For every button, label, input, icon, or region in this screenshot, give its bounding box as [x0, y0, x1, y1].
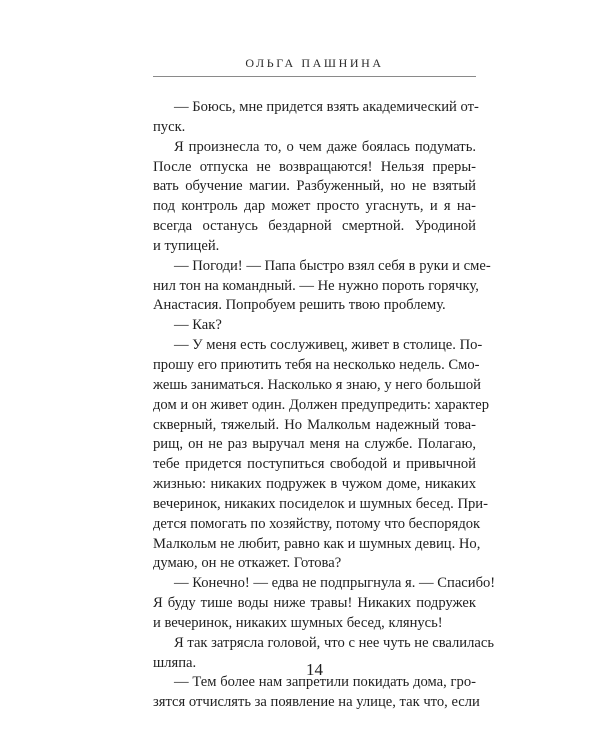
- text-line: и тупицей.: [153, 237, 220, 254]
- text-line: — Боюсь, мне придется взять академический от-: [174, 99, 479, 115]
- text-line: Малкольм не любит, равно как и шумных девиц. Но,: [153, 535, 481, 552]
- text-line: жешь заниматься. Насколько я знаю, у него большой: [153, 376, 481, 393]
- text-line: вать обучение магии. Разбуженный, но не взятый: [153, 178, 476, 195]
- text-line: шляпа.: [153, 654, 197, 671]
- header-rule: [153, 76, 476, 77]
- text-line: зятся отчислять за появление на улице, так что, если: [153, 694, 480, 711]
- text-line: Я буду тише воды ниже травы! Никаких подружек: [153, 595, 476, 612]
- paragraph: [153, 98, 479, 138]
- paragraph: [153, 138, 476, 257]
- text-line: Анастасия. Попробуем решить твою проблему.: [153, 297, 446, 314]
- text-line: думаю, он не откажет. Готова?: [153, 555, 342, 572]
- text-line: дом и он живет один. Должен предупредить: характер: [153, 396, 490, 413]
- text-line: пуск.: [153, 118, 186, 135]
- text-line: Я произнесла то, о чем даже боялась подумать.: [174, 138, 476, 155]
- text-line: и вечеринок, никаких шумных бесед, клянусь!: [153, 614, 443, 631]
- text-line: под контроль дар может просто угаснуть, и я на-: [153, 198, 476, 215]
- text-line: нил тон на командный. — Не нужно пороть горячку,: [153, 277, 479, 294]
- text-line: скверный, тяжелый. Но Малкольм надежный това-: [153, 416, 476, 433]
- text-line: — Тем более нам запретили покидать дома, гро-: [174, 674, 476, 691]
- text-line: тебе придется поступиться свободой и привычной: [153, 456, 476, 473]
- paragraph: [153, 257, 491, 317]
- text-line: прошу его приютить тебя на несколько недель. Смо-: [153, 356, 480, 373]
- text-line: всегда останусь бездарной смертной. Уродиной: [153, 218, 476, 235]
- text-line: дется помогать по хозяйству, потому что беспорядок: [153, 515, 481, 532]
- text-line: — У меня есть сослуживец, живет в столице. По-: [174, 337, 483, 354]
- text-line: вечеринок, никаких посиделок и шумных бесед. При-: [153, 495, 488, 512]
- text-line: рищ, он не раз выручал меня на службе. Полагаю,: [153, 436, 476, 453]
- text-line: После отпуска не возвращаются! Нельзя преры-: [153, 158, 476, 175]
- body-text: [153, 98, 496, 713]
- paragraph: [153, 574, 496, 634]
- running-head-author: ОЛЬГА ПАШНИНА: [245, 56, 384, 70]
- text-line: жизнью: никаких подружек в чужом доме, никаких: [153, 476, 476, 493]
- paragraph: [153, 316, 476, 336]
- text-line: Я так затрясла головой, что с нее чуть не свалилась: [174, 634, 495, 651]
- paragraph: [153, 336, 490, 574]
- text-line: — Как?: [174, 317, 222, 334]
- text-line: — Погоди! — Папа быстро взял себя в руки и сме-: [174, 257, 491, 274]
- text-line: — Конечно! — едва не подпрыгнула я. — Спасибо!: [174, 575, 496, 592]
- page-number: 14: [306, 660, 323, 679]
